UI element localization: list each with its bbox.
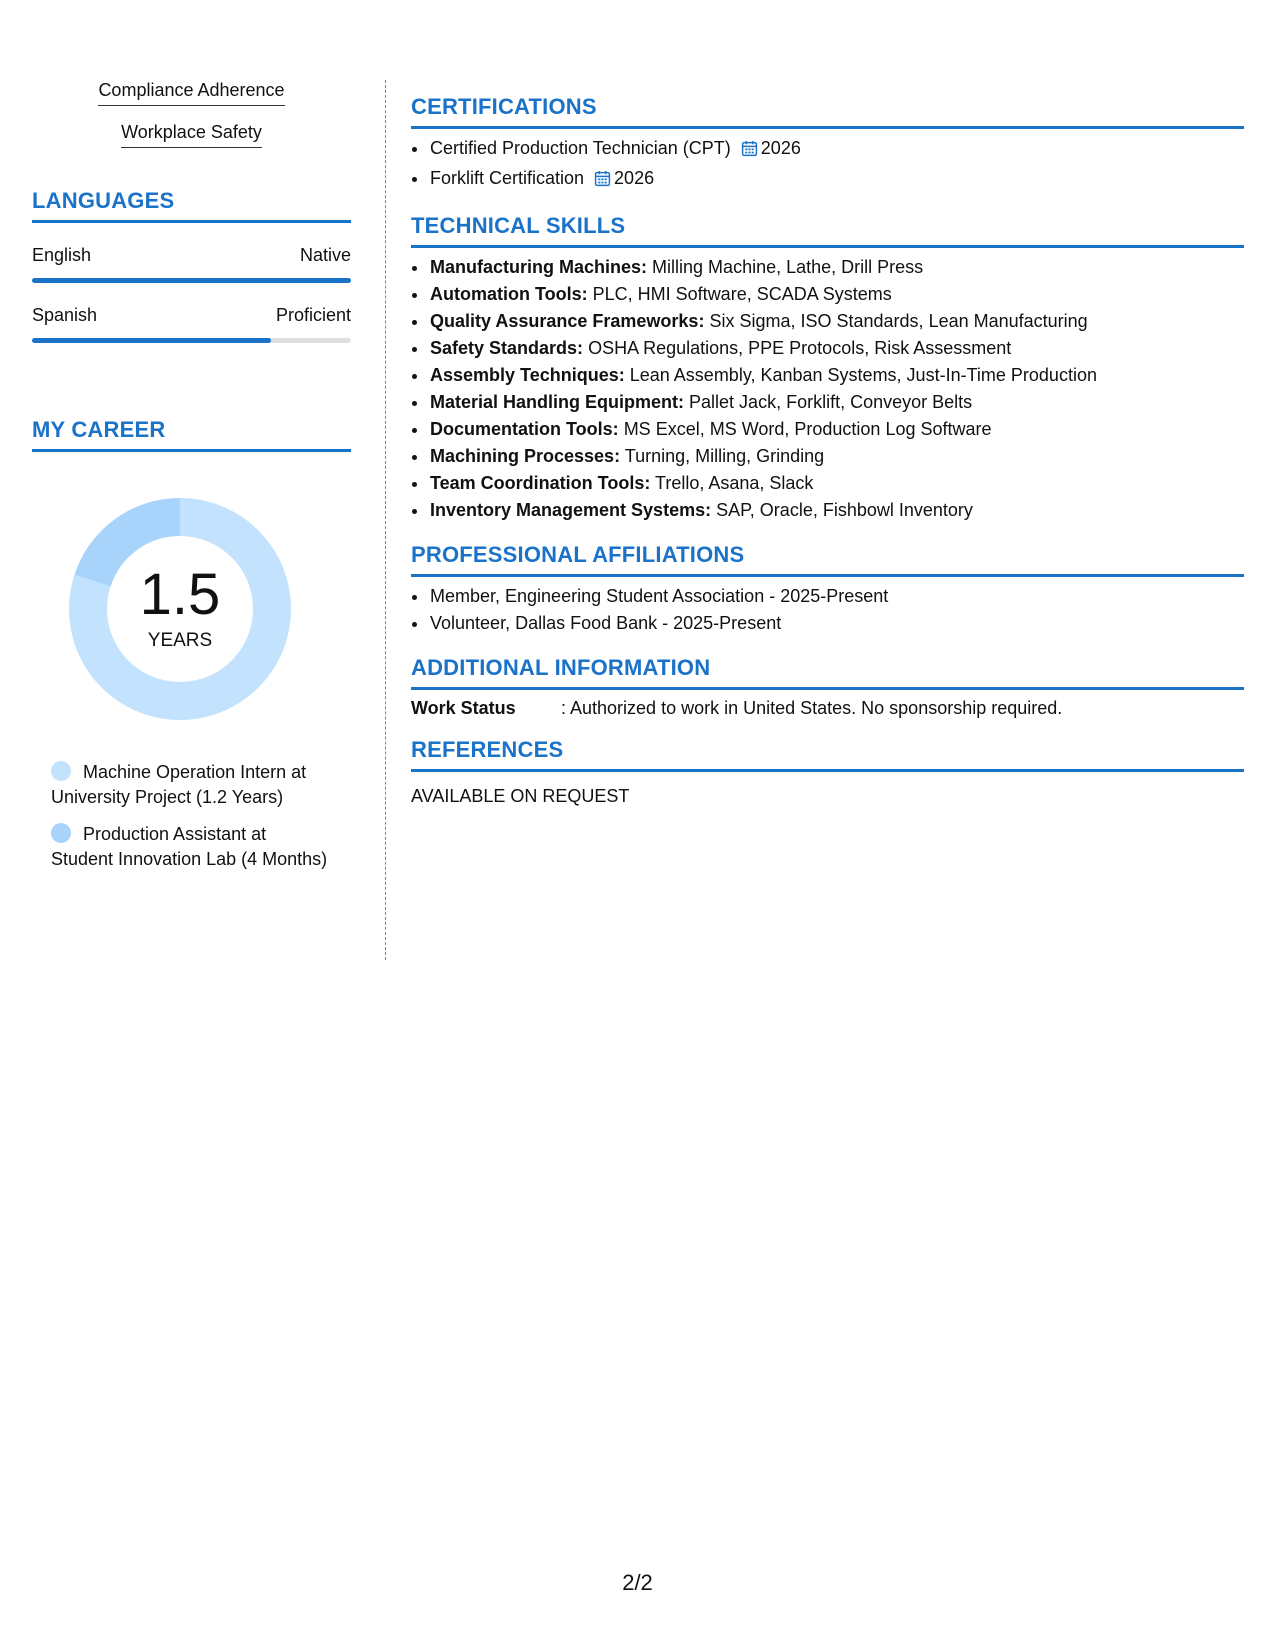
certification-year: 2026 [614, 168, 655, 188]
certification-year: 2026 [760, 138, 801, 158]
tech-skill-value: MS Excel, MS Word, Production Log Software [623, 419, 992, 439]
tech-skill-item [429, 497, 1244, 524]
certification-item [429, 165, 1244, 195]
work-status-row [411, 698, 1244, 719]
tech-skill-label: Automation Tools: [430, 284, 588, 304]
language-bar [32, 338, 351, 343]
tech-skill-label: Manufacturing Machines: [430, 257, 648, 277]
affiliation-item: • Volunteer, Dallas Food Bank - 2025-Present [429, 610, 1244, 637]
tech-skill-label: Assembly Techniques: [430, 365, 625, 385]
legend-dot [51, 823, 71, 843]
certification-name: Forklift Certification [430, 168, 585, 188]
tech-skill-value: Turning, Milling, Grinding [624, 446, 825, 466]
language-level: Native [299, 245, 351, 265]
career-legend-item [51, 822, 331, 872]
tech-skill-label: Material Handling Equipment: [430, 392, 685, 412]
career-unit: YEARS [147, 630, 213, 651]
tech-skill-label: Quality Assurance Frameworks: [430, 311, 705, 331]
column-divider [385, 80, 386, 960]
tech-skill-value: Trello, Asana, Slack [655, 473, 814, 493]
tech-skill-value: Lean Assembly, Kanban Systems, Just-In-Time Production [629, 365, 1097, 385]
tech-skill-item [429, 254, 1244, 281]
work-status-value: : Authorized to work in United States. No sponsorship required. [561, 698, 1063, 718]
calendar-icon [741, 138, 758, 165]
tech-skill-item [429, 281, 1244, 308]
calendar-icon [594, 168, 611, 195]
language-name: Spanish [32, 305, 98, 325]
career-heading: MY CAREER [32, 417, 351, 452]
tech-skill-label: Inventory Management Systems: [430, 500, 712, 520]
tech-skill-item [429, 308, 1244, 335]
language-name: English [32, 245, 92, 265]
work-status-label: Work Status [411, 698, 516, 718]
references-heading: REFERENCES [411, 737, 1244, 772]
certification-item [429, 135, 1244, 165]
tech-skill-value: Pallet Jack, Forklift, Conveyor Belts [689, 392, 973, 412]
affiliations-list [411, 583, 1244, 637]
career-legend [51, 760, 331, 872]
references-text: AVAILABLE ON REQUEST [411, 786, 630, 806]
tech-skill-item [429, 470, 1244, 497]
affiliation-item: • Member, Engineering Student Association - 2025-Present [429, 583, 1244, 610]
tech-skill-item [429, 362, 1244, 389]
career-donut-chart [65, 494, 295, 724]
languages-heading: LANGUAGES [32, 188, 351, 223]
tech-skill-item [429, 416, 1244, 443]
certifications-heading: CERTIFICATIONS [411, 94, 1244, 129]
tech-skill-value: OSHA Regulations, PPE Protocols, Risk Assessment [588, 338, 1012, 358]
tech-skill-item [429, 389, 1244, 416]
language-bar [32, 278, 351, 283]
tech-skill-label: Documentation Tools: [430, 419, 619, 439]
tech-skill-item [429, 335, 1244, 362]
tech-skill-label: Team Coordination Tools: [430, 473, 651, 493]
tech-skill-value: SAP, Oracle, Fishbowl Inventory [716, 500, 973, 520]
sidebar [32, 80, 351, 884]
affiliations-heading: PROFESSIONAL AFFILIATIONS [411, 542, 1244, 577]
page-number: 2/2 [622, 1570, 653, 1595]
main-column [411, 94, 1244, 807]
certification-name: Certified Production Technician (CPT) [430, 138, 731, 158]
career-total: 1.5 [139, 562, 221, 627]
language-item [32, 245, 351, 283]
additional-info-heading: ADDITIONAL INFORMATION [411, 655, 1244, 690]
career-legend-label: Production Assistant at Student Innovation Lab (4 Months) [51, 824, 328, 869]
tech-skill-label: Machining Processes: [430, 446, 621, 466]
tech-skill-label: Safety Standards: [430, 338, 584, 358]
tech-skill-item [429, 443, 1244, 470]
career-legend-label: Machine Operation Intern at University Project (1.2 Years) [51, 762, 307, 807]
legend-dot [51, 761, 71, 781]
tech-skill-value: PLC, HMI Software, SCADA Systems [592, 284, 892, 304]
language-bar-fill [32, 338, 271, 343]
tech-skill-value: Milling Machine, Lathe, Drill Press [652, 257, 924, 277]
skill-tag: Workplace Safety [121, 122, 262, 148]
tech-skill-value: Six Sigma, ISO Standards, Lean Manufacturing [709, 311, 1088, 331]
skill-tag: Compliance Adherence [98, 80, 284, 106]
technical-skills-heading: TECHNICAL SKILLS [411, 213, 1244, 248]
certifications-list [411, 135, 1244, 195]
language-bar-fill [32, 278, 351, 283]
technical-skills-list [411, 254, 1244, 524]
career-legend-item [51, 760, 331, 810]
language-item [32, 305, 351, 343]
language-level: Proficient [275, 305, 351, 325]
